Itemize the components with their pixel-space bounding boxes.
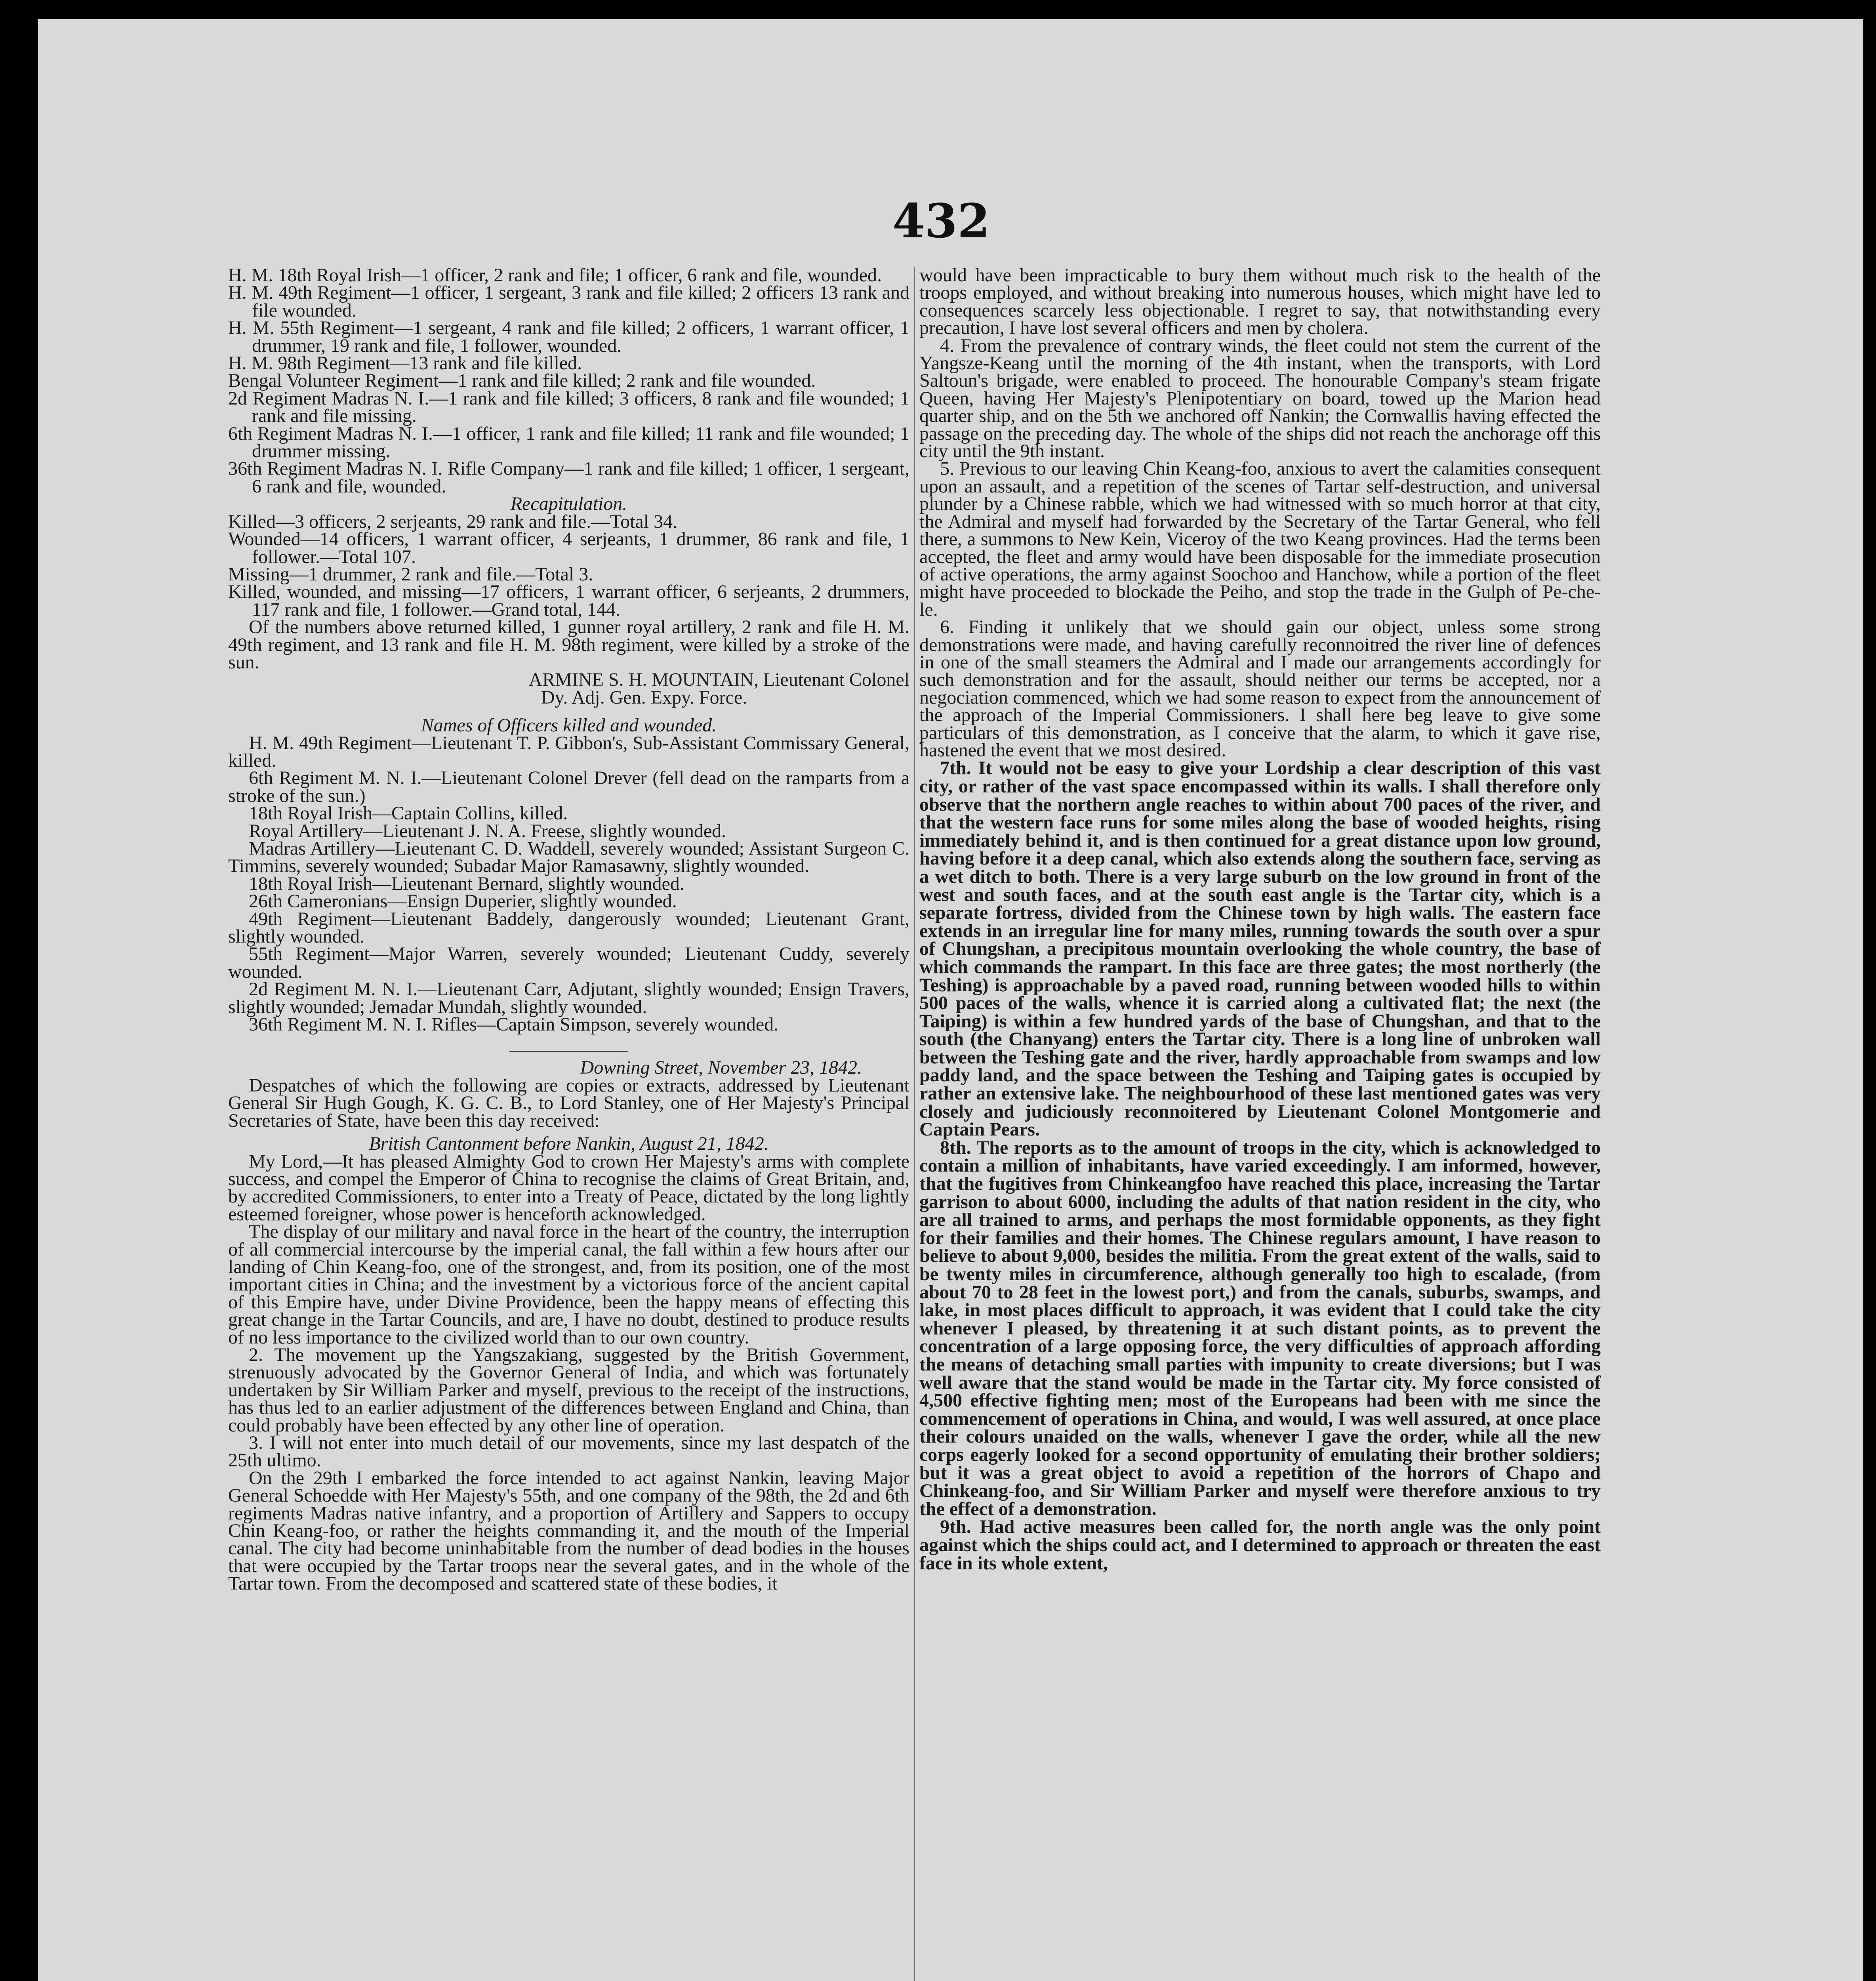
recap-heading: Recapitulation. [510, 493, 627, 515]
officer-entry: 6th Regiment M. N. I.—Lieutenant Colonel Drever (fell dead on the ramparts from a stroke of the sun.) [228, 767, 909, 806]
body-paragraph: 6. Finding it unlikely that we should gain our object, unless some strong demonstrations were made, and having carefully reconnoitred the river line of defences in one of the small steamers the Admiral and I made our arrangements accordingly for such demonstration and for the assault, should neither our terms be accepted, nor a negociation commenced, which we had some reason to expect from the announcement of the approach of the Imperial Commissioners. I shall here beg leave to give some particulars of this demonstration, as I conceive that the alarm, to which it gave rise, hastened the event that we most desired. [919, 616, 1601, 761]
recap-line: Missing—1 drummer, 2 rank and file.—Total 3. [228, 563, 593, 585]
casualty-entry: 6th Regiment Madras N. I.—1 officer, 1 rank and file killed; 11 rank and file wounded; 1 drummer missing. [228, 423, 909, 462]
recap-line: Killed—3 officers, 2 serjeants, 29 rank and file.—Total 34. [228, 511, 678, 532]
body-paragraph: 2. The movement up the Yangszakiang, suggested by the British Government, strenuously advocated by the Governor General of India, and which was fortunately undertaken by Sir William Parker and myself, previous to the receipt of the instructions, has thus led to an earlier adjustment of the differences between England and China, than could probably have been effected by any other line of operation. [228, 1344, 909, 1436]
officer-entry: 36th Regiment M. N. I. Rifles—Captain Simpson, severely wounded. [249, 1014, 779, 1035]
officer-entry: 49th Regiment—Lieutenant Baddely, dangerously wounded; Lieutenant Grant, slightly wounded. [228, 908, 909, 947]
officer-entry: 2d Regiment M. N. I.—Lieutenant Carr, Adjutant, slightly wounded; Ensign Travers, slightly wounded; Jemadar Mundah, slightly wounded. [228, 979, 909, 1017]
body-paragraph: 4. From the prevalence of contrary winds, the fleet could not stem the current of the Yangsze-Keang until the morning of the 4th instant, when the transports, with Lord Saltoun's brigade, were enabled to proceed. The honourable Company's steam frigate Queen, having Her Majesty's Plenipotentiary on board, towed up the Marion head quarter ship, and on the 5th we anchored off Nankin; the Cornwallis having effected the passage on the preceding day. The whole of the ships did not reach the anchorage off this city until the 9th instant. [919, 335, 1601, 462]
bold-section [919, 759, 1601, 1572]
officer-entry: 55th Regiment—Major Warren, severely wounded; Lieutenant Cuddy, severely wounded. [228, 943, 909, 982]
casualty-entry: 36th Regiment Madras N. I. Rifle Company—1 rank and file killed; 1 officer, 1 sergeant, 6 rank and file, wounded. [228, 458, 909, 497]
dateline: Downing Street, November 23, 1842. [580, 1057, 862, 1078]
officer-entry: Royal Artillery—Lieutenant J. N. A. Freese, slightly wounded. [249, 820, 726, 842]
officer-entry: H. M. 49th Regiment—Lieutenant T. P. Gibbon's, Sub-Assistant Commissary General, killed. [228, 732, 909, 771]
casualty-entry: H. M. 55th Regiment—1 sergeant, 4 rank and file killed; 2 officers, 1 warrant officer, 1 drummer, 19 rank and file, 1 follower, wounded. [228, 317, 909, 356]
recap-line: Killed, wounded, and missing—17 officers, 1 warrant officer, 6 serjeants, 2 drummers, 117 rank and file, 1 follower.—Grand total, 144. [228, 581, 909, 620]
recap-note: Of the numbers above returned killed, 1 gunner royal artillery, 2 rank and file H. M. 49th regiment, and 13 rank and file H. M. 98th regiment, were killed by a stroke of the sun. [228, 616, 909, 673]
body-paragraph: 5. Previous to our leaving Chin Keang-foo, anxious to avert the calamities consequent upon an assault, and a repetition of the scenes of Tartar self-destruction, and universal plunder by a Chinese rabble, which we had witnessed with so much horror at that city, the Admiral and myself had forwarded by the Secretary of the Tartar General, who fell there, a summons to New Kein, Viceroy of the two Keang provinces. Had the terms been accepted, the fleet and army would have been disposable for the immediate prosecution of active operations, the army against Soochoo and Hanchow, while a portion of the fleet might have proceeded to blockade the Peiho, and stop the trade in the Gulph of Pe-che-le. [919, 458, 1601, 620]
officer-entry: 18th Royal Irish—Lieutenant Bernard, slightly wounded. [249, 873, 684, 894]
body-paragraph: On the 29th I embarked the force intended to act against Nankin, leaving Major General Schoedde with Her Majesty's 55th, and one company of the 98th, the 2d and 6th regiments Madras native infantry, and a proportion of Artillery and Sappers to occupy Chin Keang-foo, or rather the heights commanding it, and the mouth of the Imperial canal. The city had become uninhabitable from the number of dead bodies in the houses that were occupied by the Tartar troops near the several gates, and in the whole of the Tartar town. From the decomposed and scattered state of these bodies, it [228, 1467, 909, 1594]
body-paragraph: 3. I will not enter into much detail of our movements, since my last despatch of the 25th ultimo. [228, 1432, 909, 1471]
signature-title: Dy. Adj. Gen. Expy. Force. [541, 687, 747, 708]
officer-entry: 18th Royal Irish—Captain Collins, killed. [249, 803, 568, 824]
officers-heading: Names of Officers killed and wounded. [421, 715, 717, 736]
casualty-entry: Bengal Volunteer Regiment—1 rank and file killed; 2 rank and file wounded. [228, 370, 816, 391]
cantonment-dateline: British Cantonment before Nankin, August 21, 1842. [369, 1133, 769, 1155]
casualty-entry: H. M. 18th Royal Irish—1 officer, 2 rank and file; 1 officer, 6 rank and file, wounded. [228, 265, 882, 286]
casualty-entry: 2d Regiment Madras N. I.—1 rank and file killed; 3 officers, 8 rank and file wounded; 1 rank and file missing. [228, 387, 909, 427]
body-paragraph: My Lord,—It has pleased Almighty God to crown Her Majesty's arms with complete success, and compel the Emperor of China to recognise the claims of Great Britain, and, by accredited Commissioners, to enter into a Treaty of Peace, dictated by the long lightly esteemed foreigner, whose power is henceforth acknowledged. [228, 1151, 909, 1225]
body-paragraph: The display of our military and naval force in the heart of the country, the interruption of all commercial intercourse by the imperial canal, the fall within a few hours after our landing of Chin Keang-foo, one of the strongest, and, from its position, one of the most important cities in China; and the investment by a victorious force of the ancient capital of this Empire have, under Divine Providence, been the happy means of effecting this great change in the Tartar Councils, and are, I have no doubt, destined to produce results of no less importance to the civilized world than to our own country. [228, 1221, 909, 1348]
body-paragraph: 9th. Had active measures been called for, the north angle was the only point against which the ships could act, and I determined to approach or threaten the east face in its whole extent, [919, 1516, 1601, 1574]
despatch-intro: Despatches of which the following are copies or extracts, addressed by Lieutenant General Sir Hugh Gough, K. G. C. B., to Lord Stanley, one of Her Majesty's Principal Secretaries of State, have been this day received: [228, 1074, 909, 1131]
newspaper-page [38, 19, 1863, 1981]
body-paragraph: 8th. The reports as to the amount of troops in the city, which is acknowledged to contain a million of inhabitants, have varied exceedingly. I am informed, however, that the fugitives from Chinkeangfoo have reached this place, increasing the Tartar garrison to about 6000, including the adults of that nation resident in the city, who are all trained to arms, and perhaps the most formidable opponents, as they fight for their families and their homes. The Chinese regulars amount, I have reason to believe to about 9,000, besides the militia. From the great extent of the walls, said to be twenty miles in circumference, although generally too high to escalade, (from about 70 to 28 feet in the lowest port,) and from the canals, suburbs, swamps, and lake, in most places difficult to approach, it was evident that I could take the city whenever I pleased, by threatening it at such distant points, as to prevent the concentration of a large opposing force, the very difficulties of approach affording the means of detaching small parties with impunity to create diversions; but I was well aware that the stand would be made in the Tartar city. My force consisted of 4,500 effective fighting men; most of the Europeans had been with me since the commencement of operations in China, and would, I was well assured, at once place their colours unaided on the walls, whenever I gave the order, while all the new corps eagerly looked for a second opportunity of emulating their brother soldiers; but it was a great object to avoid a repetition of the horrors of Chapo and Chinkeang-foo, and Sir William Parker and myself were therefore anxious to try the effect of a demonstration. [919, 1137, 1601, 1519]
casualty-entry: H. M. 98th Regiment—13 rank and file killed. [228, 353, 582, 374]
left-column [228, 267, 909, 1593]
right-column [919, 267, 1601, 1572]
column-divider [914, 267, 915, 1981]
section-divider [509, 1051, 628, 1052]
body-paragraph: 7th. It would not be easy to give your Lordship a clear description of this vast city, or rather of the vast space encompassed within its walls. I shall therefore only observe that the northern angle reaches to within about 700 paces of the river, and that the western face runs for some miles along the base of wooded heights, rising immediately behind it, and is then continued for a great distance upon low ground, having before it a deep canal, which also extends along the southern face, serving as a wet ditch to both. There is a very large suburb on the low ground in front of the west and south faces, and at the south east angle is the Tartar city, which is a separate fortress, divided from the Chinese town by high walls. The eastern face extends in an irregular line for many miles, running towards the south over a spur of Chungshan, a precipitous mountain overlooking the whole country, the base of which commands the rampart. In this face are three gates; the most northerly (the Teshing) is approachable by a paved road, running between wooded hills to within 500 paces of the walls, whence it is carried along a cultivated flat; the next (the Taiping) is within a few hundred yards of the base of Chungshan, and that to the south (the Chanyang) enters the Tartar city. There is a long line of unbroken wall between the Teshing gate and the river, hardly approachable from swamps and low paddy land, and the space between the Teshing and Taiping gates is occupied by rather an extensive lake. The neighbourhood of these last mentioned gates was very closely and judiciously reconnoitered by Lieutenant Colonel Montgomerie and Captain Pears. [919, 758, 1601, 1140]
casualty-entry: H. M. 49th Regiment—1 officer, 1 sergeant, 3 rank and file killed; 2 officers 13 rank and file wounded. [228, 282, 909, 321]
page-number: 432 [892, 193, 990, 248]
officer-entry: 26th Cameronians—Ensign Duperier, slightly wounded. [249, 891, 677, 912]
recap-line: Wounded—14 officers, 1 warrant officer, 4 serjeants, 1 drummer, 86 rank and file, 1 follower.—Total 107. [228, 529, 909, 567]
signature-name: ARMINE S. H. MOUNTAIN, Lieutenant Colonel [528, 669, 909, 691]
body-paragraph: would have been impracticable to bury them without much risk to the health of the troops employed, and without breaking into numerous houses, which might have led to consequences scarcely less objectionable. I regret to say, that notwithstanding every precaution, I have lost several officers and men by cholera. [919, 265, 1601, 339]
officer-entry: Madras Artillery—Lieutenant C. D. Waddell, severely wounded; Assistant Surgeon C. Timmins, severely wounded; Subadar Major Ramasawny, slightly wounded. [228, 838, 909, 877]
